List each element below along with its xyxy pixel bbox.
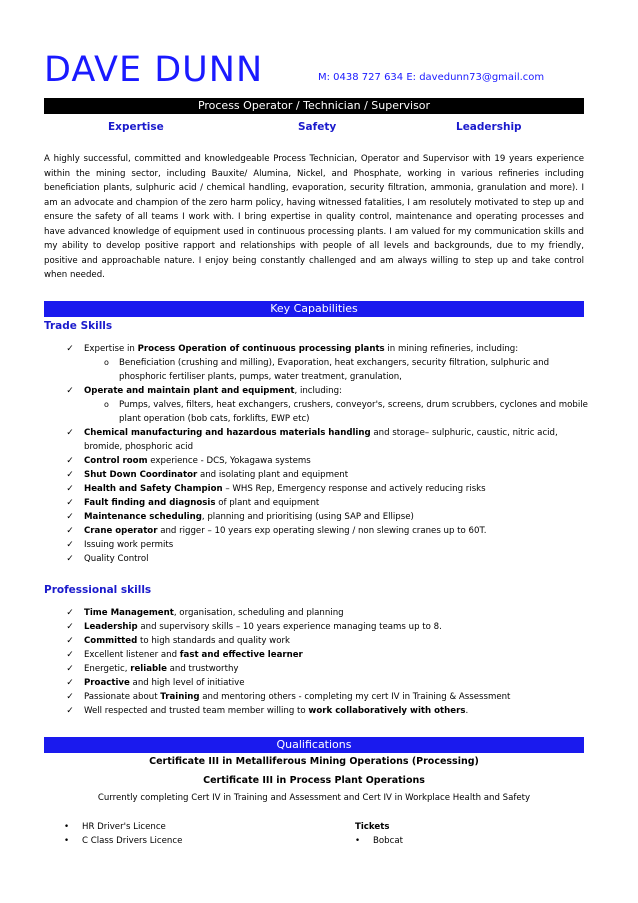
checkmark-icon: ✓ [66, 692, 74, 702]
licence-item: • HR Driver's Licence [64, 822, 166, 832]
tickets-heading: Tickets [355, 822, 390, 832]
list-item: ✓ Shut Down Coordinator and isolating plant and equipment [64, 468, 588, 482]
licence-item: • C Class Drivers Licence [64, 836, 183, 846]
checkmark-icon: ✓ [66, 428, 74, 438]
ticket-item: • Bobcat [355, 836, 403, 846]
list-item: ✓ Time Management, organisation, scheduling and planning [64, 606, 588, 620]
trade-skills-list [64, 342, 588, 566]
list-item: ✓ Operate and maintain plant and equipment, including: [64, 384, 588, 398]
checkmark-icon: ✓ [66, 622, 74, 632]
highlight-expertise: Expertise [108, 121, 164, 133]
list-item: ✓ Energetic, reliable and trustworthy [64, 662, 588, 676]
profile-summary: A highly successful, committed and knowledgeable Process Technician, Operator and Supervisor with 19 years experience within the mining sector, including Bauxite/ Alumina, Nickel, and Phosphate, working in various refineries including beneficiation plants, sulphuric acid / chemical handling, evaporation, security filtration, ammonia, granulation and more). I am an advocate and champion of the zero harm policy, having witnessed fatalities, I am resolutely motivated to step up and ensure the safety of all teams I work with. I bring expertise in quality control, maintenance and operating processes and have advanced knowledge of equipment used in continuous processing plants. I am valued for my communication skills and my ability to develop positive rapport and relationships with people of all levels and backgrounds, due to my friendly, positive and approachable nature. I enjoy being constantly challenged and am always willing to step up and take control when needed. [44, 154, 584, 280]
list-item: ✓ Excellent listener and fast and effective learner [64, 648, 588, 662]
list-item: ✓ Proactive and high level of initiative [64, 676, 588, 690]
list-item: ✓ Fault finding and diagnosis of plant and equipment [64, 496, 588, 510]
checkmark-icon: ✓ [66, 512, 74, 522]
highlight-safety: Safety [298, 121, 337, 133]
highlight-leadership: Leadership [456, 121, 522, 133]
list-item: ✓ Chemical manufacturing and hazardous materials handling and storage– sulphuric, caustic, nitric acid, bromide, phosphoric acid [64, 426, 588, 454]
checkmark-icon: ✓ [66, 484, 74, 494]
sub-list-item: o Pumps, valves, filters, heat exchangers, crushers, conveyor's, screens, drum scrubbers, cyclones and mobile plant operation (bob cats, forklifts, EWP etc) [104, 400, 588, 424]
list-item: ✓ Leadership and supervisory skills – 10 years experience managing teams up to 8. [64, 620, 588, 634]
checkmark-icon: ✓ [66, 636, 74, 646]
list-item: ✓ Control room experience - DCS, Yokagawa systems [64, 454, 588, 468]
checkmark-icon: ✓ [66, 540, 74, 550]
current-studies: Currently completing Cert IV in Training and Assessment and Cert IV in Workplace Health and Safety [97, 793, 531, 803]
bullet-icon: o [104, 358, 109, 367]
professional-skills-heading: Professional skills [44, 584, 152, 596]
sub-list-item: o Beneficiation (crushing and milling), Evaporation, heat exchangers, security filtration, sulphuric and phosphoric fertiliser plants, pumps, water treatment, granulation, [104, 358, 550, 382]
bullet-icon: • [64, 822, 70, 832]
checkmark-icon: ✓ [66, 526, 74, 536]
checkmark-icon: ✓ [66, 678, 74, 688]
job-title-bar: Process Operator / Technician / Supervisor [44, 98, 584, 114]
checkmark-icon: ✓ [66, 498, 74, 508]
list-item: ✓ Well respected and trusted team member willing to work collaboratively with others. [64, 704, 588, 718]
trade-skills-heading: Trade Skills [44, 320, 113, 332]
qualifications-bar: Qualifications [44, 737, 584, 753]
professional-skills-list [64, 606, 588, 718]
bullet-icon: • [64, 836, 70, 846]
checkmark-icon: ✓ [66, 650, 74, 660]
list-item: ✓ Quality Control [64, 552, 588, 566]
bullet-icon: o [104, 400, 109, 409]
checkmark-icon: ✓ [66, 554, 74, 564]
candidate-name: DAVE DUNN [44, 50, 264, 90]
certificate-process-plant: Certificate III in Process Plant Operations [203, 775, 425, 786]
list-item: ✓ Maintenance scheduling, planning and prioritising (using SAP and Ellipse) [64, 510, 588, 524]
checkmark-icon: ✓ [66, 344, 74, 354]
contact-details: M: 0438 727 634 E: davedunn73@gmail.com [318, 72, 545, 83]
key-capabilities-bar: Key Capabilities [44, 301, 584, 317]
checkmark-icon: ✓ [66, 456, 74, 466]
list-item: ✓ Expertise in Process Operation of continuous processing plants in mining refineries, including: [64, 342, 588, 356]
list-item: ✓ Passionate about Training and mentoring others - completing my cert IV in Training & Assessment [64, 690, 588, 704]
list-item: ✓ Health and Safety Champion – WHS Rep, Emergency response and actively reducing risks [64, 482, 588, 496]
list-item: ✓ Committed to high standards and quality work [64, 634, 588, 648]
certificate-mining: Certificate III in Metalliferous Mining Operations (Processing) [149, 756, 479, 767]
list-item: ✓ Crane operator and rigger – 10 years exp operating slewing / non slewing cranes up to 60T. [64, 524, 588, 538]
checkmark-icon: ✓ [66, 386, 74, 396]
checkmark-icon: ✓ [66, 706, 74, 716]
list-item: ✓ Issuing work permits [64, 538, 588, 552]
checkmark-icon: ✓ [66, 608, 74, 618]
checkmark-icon: ✓ [66, 470, 74, 480]
checkmark-icon: ✓ [66, 664, 74, 674]
bullet-icon: • [355, 836, 361, 846]
